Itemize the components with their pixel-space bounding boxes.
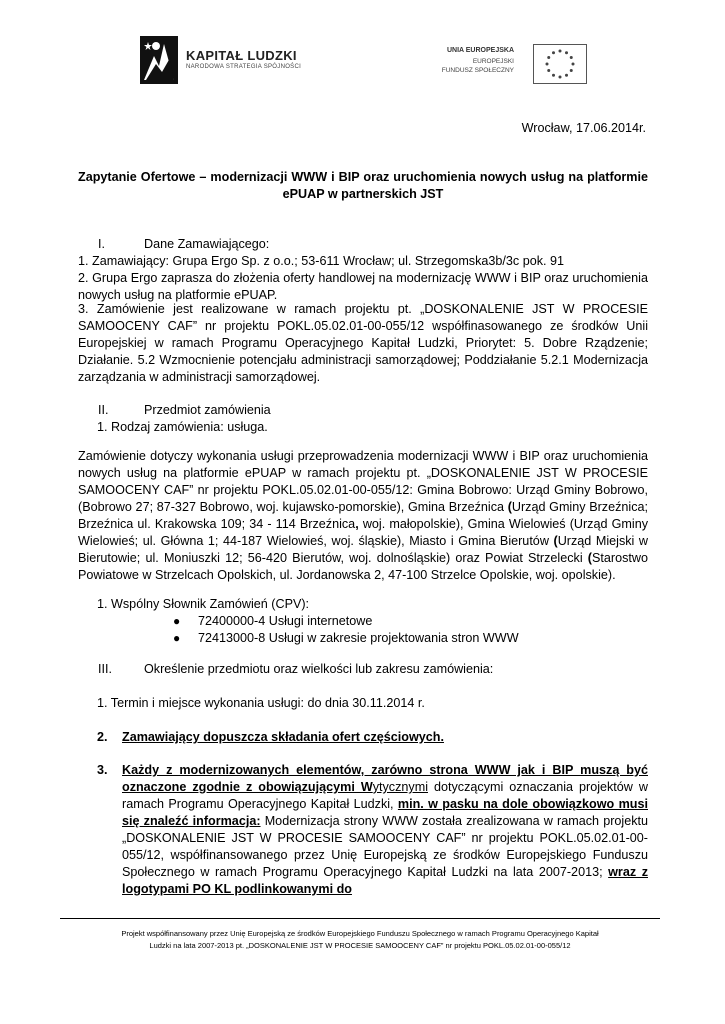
bullet-icon: ● — [173, 631, 181, 645]
paragraph-part-e: woj. małopolskie), Gmina Wielowieś (Urząd Gminy Wielowieś; ul. Główna 1; 44-187 Wielowieś, woj. śląskie), Miasto i Gmina Bierutów — [78, 517, 649, 548]
section-1-number: I. — [98, 237, 105, 251]
paragraph-part-a: Zamówienie dotyczy wykonania usługi przeprowadzenia modernizacji WWW i BIP oraz uruchomienia nowych usług na platformie ePUAP w ramach projektu pt. „DOSKONALENIE JST W PROCESIE SAMOOCENY CAF” nr projektu POKL.05.02.01-00-055/12: Gmina Bobrowo: Urząd Gminy Bobrowo, (Bobrowo 27; 87-327 Bobrowo, woj. kujawsko-pomorskie), Gmina Brzeźnica — [78, 449, 648, 514]
eu-star-icon — [547, 69, 550, 72]
paragraph-part-h: ( — [587, 551, 592, 565]
paragraph-part-g: Urząd Miejski w Bierutowie; ul. Moniuszki 12; 56-420 Bierutów, woj. dolnośląskie) oraz Powiat Strzelecki — [78, 534, 648, 565]
paragraph-part-i: Starostwo Powiatowe w Strzelcach Opolskich, ul. Jordanowska 2, 47-100 Strzelce Opolskie, woj. opolskie). — [78, 551, 648, 582]
cpv-item: 72400000-4 Usługi internetowe — [198, 614, 373, 628]
item-3-part-c: dotyczącymi oznaczania projektów w ramach Programu Operacyjnego Kapitał Ludzki, — [122, 780, 648, 811]
eu-star-icon — [547, 56, 550, 59]
cpv-item: 72413000-8 Usługi w zakresie projektowania stron WWW — [198, 631, 519, 645]
eu-logo-line2: EUROPEJSKI — [472, 58, 514, 65]
eu-star-icon — [546, 63, 549, 66]
paragraph-part-d: , — [355, 517, 359, 531]
section-2-item-1: 1. Rodzaj zamówienia: usługa. — [97, 420, 268, 434]
item-3-part-b: ytycznymi — [372, 780, 428, 794]
eu-star-icon — [552, 51, 555, 54]
footer-line-2: Ludzki na lata 2007-2013 pt. „DOSKONALENIE JST W PROCESIE SAMOOCENY CAF” nr projektu POKL.05.02.01-00-055/12 — [149, 941, 571, 950]
bullet-icon: ● — [173, 614, 181, 628]
item-3-part-e: Modernizacja strony WWW została zrealizowana w ramach projektu „DOSKONALENIE JST W PROCESIE SAMOOCENY CAF” nr projektu POKL.05.02.01-00-055/12, współfinansowanego przez Unię Europejską ze środków Europejskiego Funduszu Społecznego w ramach Programu Operacyjnego Kapitał Ludzki na lata 2007-2013; — [122, 814, 648, 879]
section-1-point-3: 3. Zamówienie jest realizowane w ramach projektu pt. „DOSKONALENIE JST W PROCESIE SAMOOCENY CAF” nr projektu POKL.05.02.01-00-055/12 współfinasowanego ze środków Unii Europejskiej w ramach Programu Operacyjnego Kapitał Ludzki, Priorytet: 5. Dobre Rządzenie; Działanie. 5.2 Wzmocnienie potencjału administracji samorządowej; Poddziałanie 5.2.1 Modernizacja zarządzania w administracji samorządowej. — [78, 302, 648, 384]
footer-divider — [60, 918, 660, 919]
eu-star-icon — [565, 74, 568, 77]
kapital-ludzki-subtitle: NARODOWA STRATEGIA SPÓJNOŚCI — [186, 64, 302, 70]
document-date: Wrocław, 17.06.2014r. — [521, 121, 646, 135]
order-description-paragraph — [78, 448, 648, 584]
section-1-point-1: 1. Zamawiający: Grupa Ergo Sp. z o.o.; 53-611 Wrocław; ul. Strzegomska3b/3c pok. 91 — [78, 254, 565, 268]
section-1-heading: Dane Zamawiającego: — [144, 237, 270, 251]
footer-line-1: Projekt współfinansowany przez Unię Europejską ze środków Europejskiego Funduszu Społecznego w ramach Programu Operacyjnego Kapitał — [121, 929, 599, 938]
eu-star-icon — [565, 51, 568, 54]
section-2-number: II. — [98, 403, 109, 417]
section-3-item-2-number: 2. — [97, 730, 108, 744]
kapital-ludzki-emblem-icon — [140, 36, 178, 84]
item-3-part-f: wraz z logotypami PO KL podlinkowanymi do — [122, 865, 648, 896]
section-3-item-3-number: 3. — [97, 763, 108, 777]
paragraph-part-c: Urząd Gminy Brzeźnica; Brzeźnica ul. Krakowska 109; 34 - 114 Brzeźnica — [78, 500, 648, 531]
eu-star-icon — [559, 76, 562, 79]
section-3-heading: Określenie przedmiotu oraz wielkości lub zakresu zamówienia: — [144, 662, 494, 676]
eu-logo-line1: UNIA EUROPEJSKA — [446, 47, 514, 54]
cpv-label: 1. Wspólny Słownik Zamówień (CPV): — [97, 597, 310, 611]
item-3-part-a: Każdy z modernizowanych elementów, zarówno strona WWW jak i BIP muszą być oznaczone zgodnie z obowiązującymi W — [122, 763, 648, 794]
kapital-ludzki-title: KAPITAŁ LUDZKI — [186, 48, 297, 63]
eu-star-icon — [570, 56, 573, 59]
eu-star-icon — [559, 50, 562, 53]
eu-star-icon — [552, 74, 555, 77]
eu-social-fund-logo — [440, 44, 590, 90]
document-title: Zapytanie Ofertowe – modernizacji WWW i BIP oraz uruchomienia nowych usług na platformie ePUAP w partnerskich JST — [78, 170, 648, 201]
section-3-number: III. — [98, 662, 112, 676]
kapital-ludzki-logo — [140, 36, 330, 92]
paragraph-part-f: ( — [553, 534, 558, 548]
item-3-part-d: min. w pasku na dole obowiązkowo musi się znaleźć informacja: — [122, 797, 648, 828]
eu-star-icon — [570, 69, 573, 72]
footer-note — [60, 928, 660, 952]
section-3-item-1: 1. Termin i miejsce wykonania usługi: do dnia 30.11.2014 r. — [97, 696, 425, 710]
section-3-item-2-text: Zamawiający dopuszcza składania ofert częściowych. — [122, 730, 444, 744]
eu-logo-line3: FUNDUSZ SPOŁECZNY — [441, 67, 514, 74]
eu-flag-icon — [533, 44, 587, 84]
section-1-point-2: 2. Grupa Ergo zaprasza do złożenia oferty handlowej na modernizację WWW i BIP oraz uruchomienia nowych usług na platformie ePUAP. — [78, 271, 648, 302]
paragraph-part-b: ( — [507, 500, 512, 514]
eu-star-icon — [572, 63, 575, 66]
section-3-item-3-text — [122, 762, 648, 896]
section-2-heading: Przedmiot zamówienia — [144, 403, 271, 417]
